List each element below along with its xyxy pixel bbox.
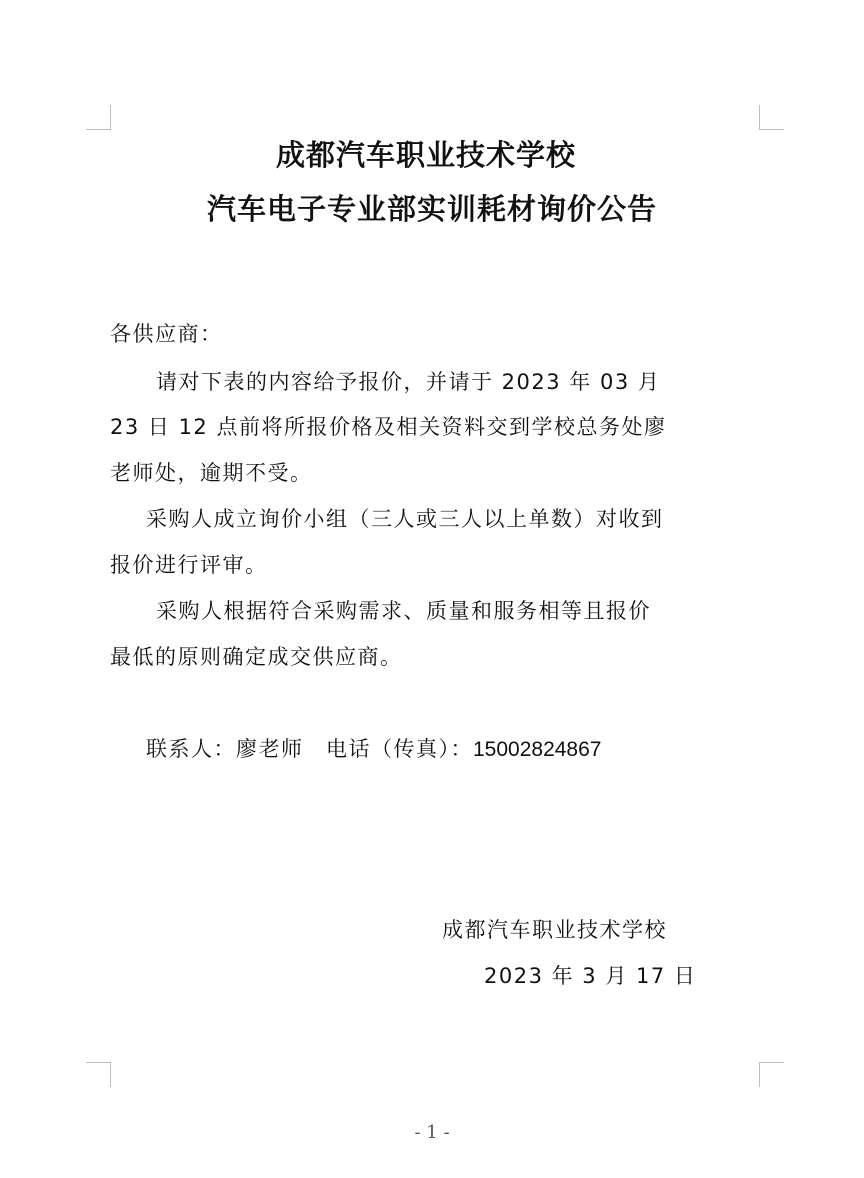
paragraph-3-line-2: 最低的原则确定成交供应商。 — [110, 645, 403, 669]
signature-date: 2023 年 3 月 17 日 — [484, 964, 697, 988]
paragraph-2-line-1: 采购人成立询价小组（三人或三人以上单数）对收到 — [146, 507, 664, 531]
crop-mark-bottom-left — [86, 1062, 111, 1087]
title-announcement: 汽车电子专业部实训耗材询价公告 — [206, 192, 657, 226]
contact-line — [146, 733, 601, 763]
paragraph-1-line-1: 请对下表的内容给予报价，并请于 2023 年 03 月 — [156, 370, 661, 394]
contact-label: 联系人：廖老师 电话（传真）： — [146, 737, 473, 761]
paragraph-1-line-2: 23 日 12 点前将所报价格及相关资料交到学校总务处廖 — [110, 415, 667, 439]
page-number: - 1 - — [414, 1122, 450, 1143]
crop-mark-top-right — [759, 105, 784, 130]
title-school: 成都汽车职业技术学校 — [275, 138, 576, 172]
paragraph-2-line-2: 报价进行评审。 — [110, 553, 268, 577]
greeting: 各供应商： — [110, 322, 223, 346]
crop-mark-top-left — [86, 105, 111, 130]
paragraph-3-line-1: 采购人根据符合采购需求、质量和服务相等且报价 — [156, 599, 651, 623]
paragraph-1-line-3: 老师处，逾期不受。 — [110, 461, 313, 485]
contact-phone: 15002824867 — [473, 738, 602, 761]
crop-mark-bottom-right — [759, 1062, 784, 1087]
signature-organization: 成都汽车职业技术学校 — [442, 918, 667, 942]
